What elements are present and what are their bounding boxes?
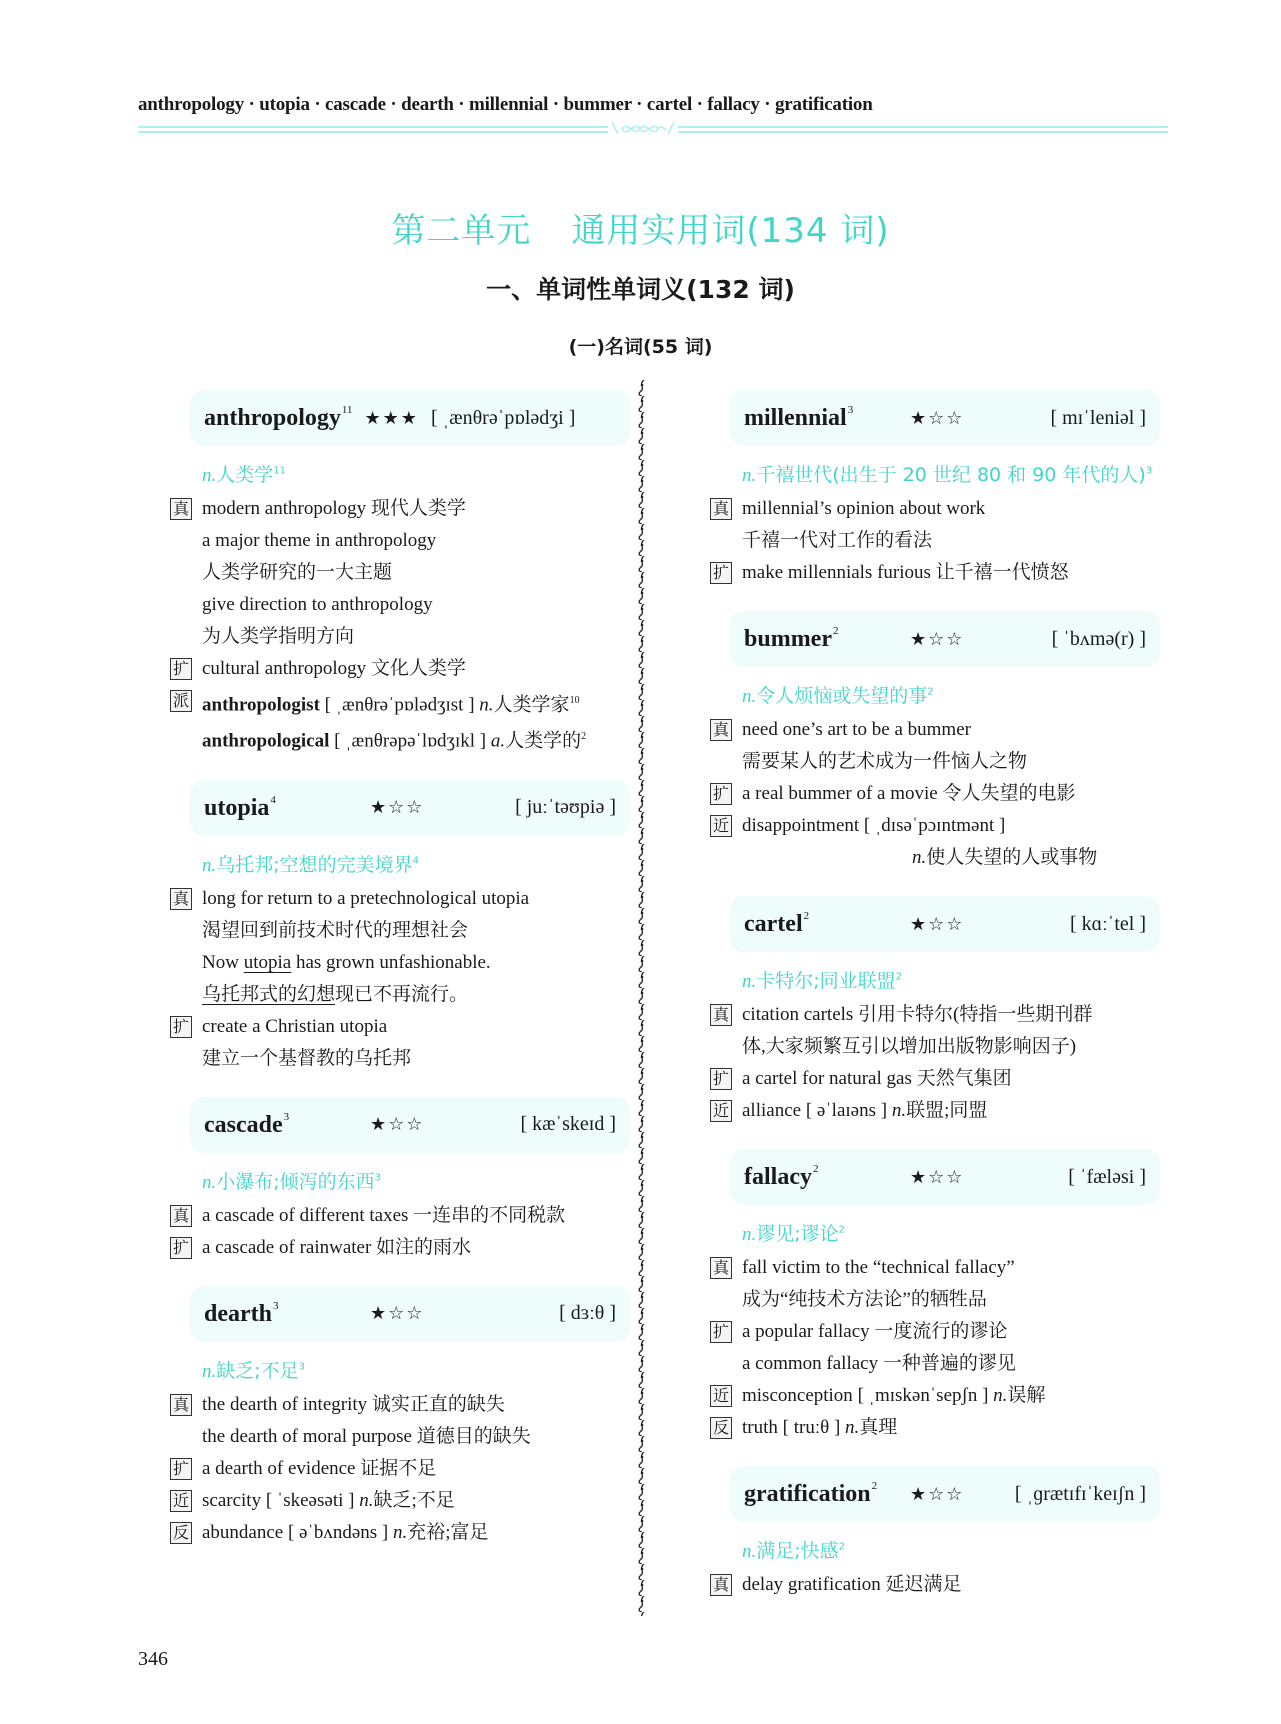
phonetic: [ juːˈtəʊpiə ] [515, 796, 616, 819]
definition: n.谬见;谬论$^2$ [742, 1223, 846, 1245]
extend-tag-icon: 扩 [710, 1068, 732, 1090]
real-tag-icon: 真 [170, 498, 192, 520]
section-title: 一、单词性单词义(132 词) [486, 275, 795, 304]
example-line: 体,大家频繁互引以增加出版物影响因子) [742, 1036, 1077, 1057]
extend-tag-icon: 扩 [170, 1016, 192, 1038]
synonym-tag-icon: 近 [170, 1490, 192, 1512]
left-column [170, 390, 630, 1571]
synonym-line: 近 scarcity [ ˈskeəsəti ] n.缺乏;不足 [170, 1485, 630, 1517]
extend-tag-icon: 扩 [710, 1321, 732, 1343]
star-rating: ★☆☆ [910, 407, 965, 429]
star-rating: ★☆☆ [910, 628, 965, 650]
real-tag-icon: 真 [170, 888, 192, 910]
real-tag-icon: 真 [170, 1205, 192, 1227]
page-number: 346 [138, 1648, 168, 1670]
headword-box [730, 896, 1160, 952]
example-line: 渴望回到前技术时代的理想社会 [202, 919, 469, 941]
example-line: 真 the dearth of integrity 诚实正直的缺失 [170, 1389, 630, 1421]
star-rating: ★☆☆ [370, 797, 425, 819]
headword: bummer$^2$ [744, 625, 839, 652]
definition: n.令人烦恼或失望的事$^2$ [742, 685, 934, 707]
star-rating: ★☆☆ [910, 1483, 965, 1505]
extend-line: 建立一个基督教的乌托邦 [202, 1047, 412, 1069]
header-rule [138, 124, 1168, 134]
entry-cascade [170, 1097, 630, 1264]
phonetic: [ ˌænθrəˈpɒlədʒi ] [430, 406, 576, 429]
phonetic: [ dɜːθ ] [559, 1302, 616, 1325]
example-line: Now utopia has grown unfashionable. [202, 951, 491, 973]
star-rating: ★★★ [364, 407, 419, 429]
headword: cascade$^3$ [204, 1110, 290, 1138]
example-line: 乌托邦式的幻想现已不再流行。 [202, 983, 469, 1005]
entry-bummer [710, 611, 1160, 874]
extend-tag-icon: 扩 [170, 658, 192, 680]
definition: n.缺乏;不足$^3$ [202, 1359, 306, 1382]
entry-gratification [710, 1466, 1160, 1601]
headword: anthropology$^{11}$ [204, 404, 353, 431]
subsection-title: (一)名词(55 词) [568, 336, 713, 358]
star-rating: ★☆☆ [910, 913, 965, 935]
example-line: give direction to anthropology [202, 594, 433, 615]
extend-line: 扩 make millennials furious 让千禧一代愤怒 [710, 557, 1160, 589]
synonym-tag-icon: 近 [710, 815, 732, 837]
headword: dearth$^3$ [204, 1299, 279, 1327]
antonym-line: 反 abundance [ əˈbʌndəns ] n.充裕;富足 [170, 1517, 630, 1549]
definition: n.千禧世代(出生于 20 世纪 80 和 90 年代的人)$^3$ [742, 464, 1153, 486]
headword: millennial$^3$ [744, 404, 854, 431]
definition: n.人类学$^{11}$ [202, 464, 286, 486]
example-line: 真 long for return to a pretechnological utopia [170, 883, 630, 915]
star-rating: ★☆☆ [910, 1166, 965, 1188]
unit-name: 通用实用词(134 词) [571, 211, 890, 251]
headword-box [730, 1466, 1160, 1522]
example-line: 真 citation cartels 引用卡特尔(特指一些期刊群 [710, 999, 1160, 1031]
right-column [710, 390, 1160, 1623]
unit-number: 第二单元 [391, 211, 532, 251]
headword-box [190, 390, 630, 446]
headword: fallacy$^2$ [744, 1163, 819, 1190]
synonym-line: 近 disappointment [ ˌdɪsəˈpɔɪntmənt ] [710, 810, 1160, 842]
example-line: 真 fall victim to the “technical fallacy” [710, 1252, 1160, 1284]
example-line: 人类学研究的一大主题 [202, 562, 393, 583]
extend-line: 扩 a popular fallacy 一度流行的谬论 [710, 1316, 1160, 1348]
phonetic: [ mɪˈleniəl ] [1050, 406, 1146, 429]
derive-line: anthropological [ ˌænθrəpəˈlɒdʒɪkl ] a.人类学的$^2$ [202, 730, 587, 752]
extend-line: 扩 a cascade of rainwater 如注的雨水 [170, 1232, 630, 1264]
running-head: anthropology · utopia · cascade · dearth · millennial · bummer · cartel · fallacy · gratification [138, 94, 873, 115]
headword-box [730, 390, 1160, 446]
synonym-line: 近 alliance [ əˈlaɪəns ] n.联盟;同盟 [710, 1095, 1160, 1127]
extend-tag-icon: 扩 [710, 562, 732, 584]
extend-line: 扩 a cartel for natural gas 天然气集团 [710, 1063, 1160, 1095]
antonym-tag-icon: 反 [170, 1522, 192, 1544]
definition: n.卡特尔;同业联盟$^2$ [742, 970, 903, 992]
example-line: 真 millennial’s opinion about work [710, 493, 1160, 525]
synonym-meaning-line: n.使人失望的人或事物 [912, 847, 1098, 868]
entry-fallacy [710, 1149, 1160, 1444]
unit-title [0, 203, 1281, 252]
entry-millennial [710, 390, 1160, 589]
headword: utopia$^4$ [204, 793, 276, 821]
example-line: 真 delay gratification 延迟满足 [710, 1569, 1160, 1601]
headword-box [190, 780, 630, 836]
real-tag-icon: 真 [710, 1574, 732, 1596]
real-tag-icon: 真 [710, 1257, 732, 1279]
example-line: 需要某人的艺术成为一件恼人之物 [742, 751, 1028, 772]
headword-box [190, 1097, 630, 1153]
synonym-tag-icon: 近 [710, 1100, 732, 1122]
phonetic: [ kɑːˈtel ] [1070, 912, 1146, 935]
real-tag-icon: 真 [710, 498, 732, 520]
real-tag-icon: 真 [710, 1004, 732, 1026]
example-line: 真 a cascade of different taxes 一连串的不同税款 [170, 1200, 630, 1232]
star-rating: ★☆☆ [370, 1114, 425, 1136]
extend-line: a common fallacy 一种普遍的谬见 [742, 1353, 1016, 1374]
extend-tag-icon: 扩 [170, 1458, 192, 1480]
synonym-line: 近 misconception [ ˌmɪskənˈsepʃn ] n.误解 [710, 1380, 1160, 1412]
example-line: 千禧一代对工作的看法 [742, 530, 933, 551]
derive-tag-icon: 派 [170, 690, 192, 712]
headword: cartel$^2$ [744, 910, 810, 937]
headword-box [190, 1286, 630, 1342]
derive-line: 派 anthropologist [ ˌænθrəˈpɒlədʒɪst ] n.人类学家$^{10}$ [170, 685, 630, 721]
phonetic: [ ˈbʌmə(r) ] [1051, 627, 1146, 650]
entry-cartel [710, 896, 1160, 1127]
headword: gratification$^2$ [744, 1480, 878, 1507]
example-line: 成为“纯技术方法论”的牺牲品 [742, 1289, 987, 1310]
phonetic: [ ˌɡrætɪfɪˈkeɪʃn ] [1014, 1482, 1146, 1505]
extend-line: 扩 create a Christian utopia [170, 1011, 630, 1043]
entry-dearth [170, 1286, 630, 1549]
extend-line: 扩 cultural anthropology 文化人类学 [170, 653, 630, 685]
headword-box [730, 611, 1160, 667]
example-line: 真 need one’s art to be a bummer [710, 714, 1160, 746]
antonym-tag-icon: 反 [710, 1417, 732, 1439]
synonym-tag-icon: 近 [710, 1385, 732, 1407]
star-rating: ★☆☆ [370, 1303, 425, 1325]
example-line: 为人类学指明方向 [202, 626, 355, 647]
antonym-line: 反 truth [ truːθ ] n.真理 [710, 1412, 1160, 1444]
definition: n.小瀑布;倾泻的东西$^3$ [202, 1170, 382, 1193]
headword-box [730, 1149, 1160, 1205]
example-line: 真 modern anthropology 现代人类学 [170, 493, 630, 525]
extend-line: 扩 a dearth of evidence 证据不足 [170, 1453, 630, 1485]
extend-tag-icon: 扩 [170, 1237, 192, 1259]
extend-tag-icon: 扩 [710, 783, 732, 805]
real-tag-icon: 真 [710, 719, 732, 741]
column-divider [636, 380, 648, 1616]
phonetic: [ ˈfæləsi ] [1068, 1165, 1146, 1188]
definition: n.乌托邦;空想的完美境界$^4$ [202, 853, 420, 876]
phonetic: [ kæˈskeɪd ] [520, 1113, 616, 1136]
ornament-icon [608, 120, 678, 138]
entry-anthropology [170, 390, 630, 758]
definition: n.满足;快感$^2$ [742, 1540, 846, 1562]
example-line: the dearth of moral purpose 道德目的缺失 [202, 1425, 531, 1447]
extend-line: 扩 a real bummer of a movie 令人失望的电影 [710, 778, 1160, 810]
entry-utopia [170, 780, 630, 1075]
real-tag-icon: 真 [170, 1394, 192, 1416]
example-line: a major theme in anthropology [202, 530, 437, 551]
